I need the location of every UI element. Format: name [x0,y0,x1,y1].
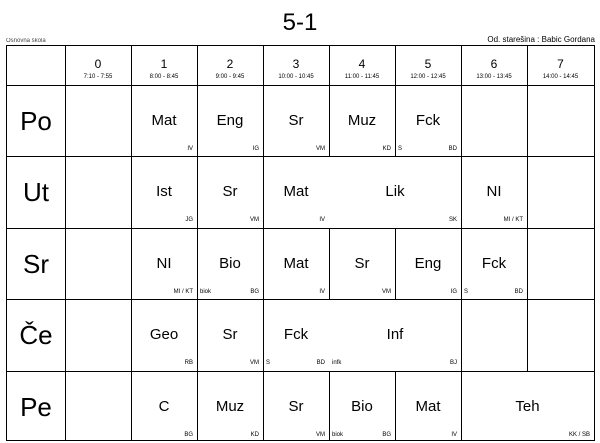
lesson-teacher: BD [514,289,523,295]
lesson-teacher: JG [185,217,193,223]
grid-line [7,371,594,372]
lesson-subject: Geo [149,326,179,343]
lesson-subject: Fck [283,326,309,343]
lesson-subject: Mat [283,183,309,200]
lesson-subject: Sr [222,326,238,343]
grid-line [7,85,594,86]
day-label: Sr [23,249,49,279]
lesson-subject: Mat [283,255,309,272]
period-number: 7 [557,57,564,71]
lesson-teacher: BG [184,432,193,438]
grid-line [131,46,132,440]
grid-line [329,46,330,157]
lesson-teacher: VM [250,360,259,366]
lesson-teacher: VM [250,217,259,223]
grid-line [7,156,594,157]
period-time: 9:00 - 9:45 [215,74,245,80]
lesson-teacher: IV [319,217,325,223]
lesson-teacher: VM [316,432,325,438]
lesson-subject: Bio [351,398,373,415]
period-time: 11:00 - 11:45 [344,74,380,80]
grid-line [197,46,198,440]
timetable-grid [6,45,595,441]
lesson-teacher: VM [382,289,391,295]
grid-line [65,46,66,440]
lesson-subject: Mat [151,112,177,129]
lesson-room: infk [332,360,342,366]
grid-line [263,46,264,440]
lesson-subject: Muz [215,398,245,415]
lesson-room: S [266,360,271,366]
lesson-teacher: IG [450,289,457,295]
lesson-subject: Bio [219,255,241,272]
period-time: 12:00 - 12:45 [410,74,446,80]
day-label: Če [19,320,53,350]
lesson-subject: Mat [415,398,441,415]
period-number: 5 [424,57,432,71]
period-number: 6 [490,57,498,71]
lesson-subject: Lik [385,183,405,200]
lesson-teacher: BG [382,432,391,438]
period-time: 10:00 - 10:45 [278,74,314,80]
lesson-teacher: VM [316,146,325,152]
lesson-subject: NI [156,255,172,272]
grid-line [395,228,396,300]
lesson-teacher: RB [184,360,193,366]
lesson-teacher: KD [250,432,259,438]
period-number: 0 [94,57,102,71]
lesson-room: biok [332,432,344,438]
lesson-teacher: IV [319,289,325,295]
head-teacher: Od. starešina : Babic Gordana [487,35,595,44]
lesson-subject: Ist [156,183,172,200]
lesson-subject: Muz [347,112,377,129]
lesson-subject: Sr [288,398,304,415]
lesson-subject: Fck [481,255,507,272]
grid-line [395,371,396,440]
grid-line [527,46,528,371]
lesson-subject: Sr [354,255,370,272]
lesson-subject: Sr [288,112,304,129]
lesson-teacher: BG [250,289,259,295]
grid-line [461,46,462,440]
lesson-teacher: MI / KT [173,289,193,295]
lesson-subject: Eng [414,255,442,272]
lesson-subject: NI [486,183,502,200]
period-time: 13:00 - 13:45 [476,74,512,80]
class-title: 5-1 [282,9,318,36]
lesson-teacher: KD [382,146,391,152]
lesson-subject: C [158,398,170,415]
day-label: Ut [23,177,49,207]
grid-line [7,228,594,229]
lesson-room: S [398,146,403,152]
period-time: 14:00 - 14:45 [542,74,579,80]
lesson-subject: Inf [386,326,404,343]
period-number: 1 [160,57,168,71]
grid-line [329,228,330,300]
school-name: Osnovna škola [6,38,46,43]
lesson-subject: Teh [515,398,540,415]
lesson-teacher: IG [252,146,259,152]
lesson-room: S [464,289,469,295]
lesson-teacher: SK [448,217,457,223]
lesson-subject: Eng [216,112,244,129]
lesson-teacher: BD [316,360,325,366]
grid-line [7,299,594,300]
grid-line [329,371,330,440]
lesson-subject: Fck [415,112,441,129]
lesson-teacher: BJ [449,360,457,366]
lesson-subject: Sr [222,183,238,200]
day-label: Pe [20,392,52,422]
lesson-room: biok [200,289,212,295]
period-time: 8:00 - 8:45 [149,74,179,80]
period-number: 3 [292,57,300,71]
period-number: 4 [358,57,366,71]
lesson-teacher: IV [451,432,457,438]
day-label: Po [20,106,52,136]
period-time: 7:10 - 7:55 [83,74,113,80]
lesson-teacher: BD [448,146,457,152]
lesson-teacher: MI / KT [503,217,523,223]
period-number: 2 [226,57,234,71]
grid-line [395,46,396,157]
lesson-teacher: IV [187,146,193,152]
lesson-teacher: KK / SB [568,432,590,438]
